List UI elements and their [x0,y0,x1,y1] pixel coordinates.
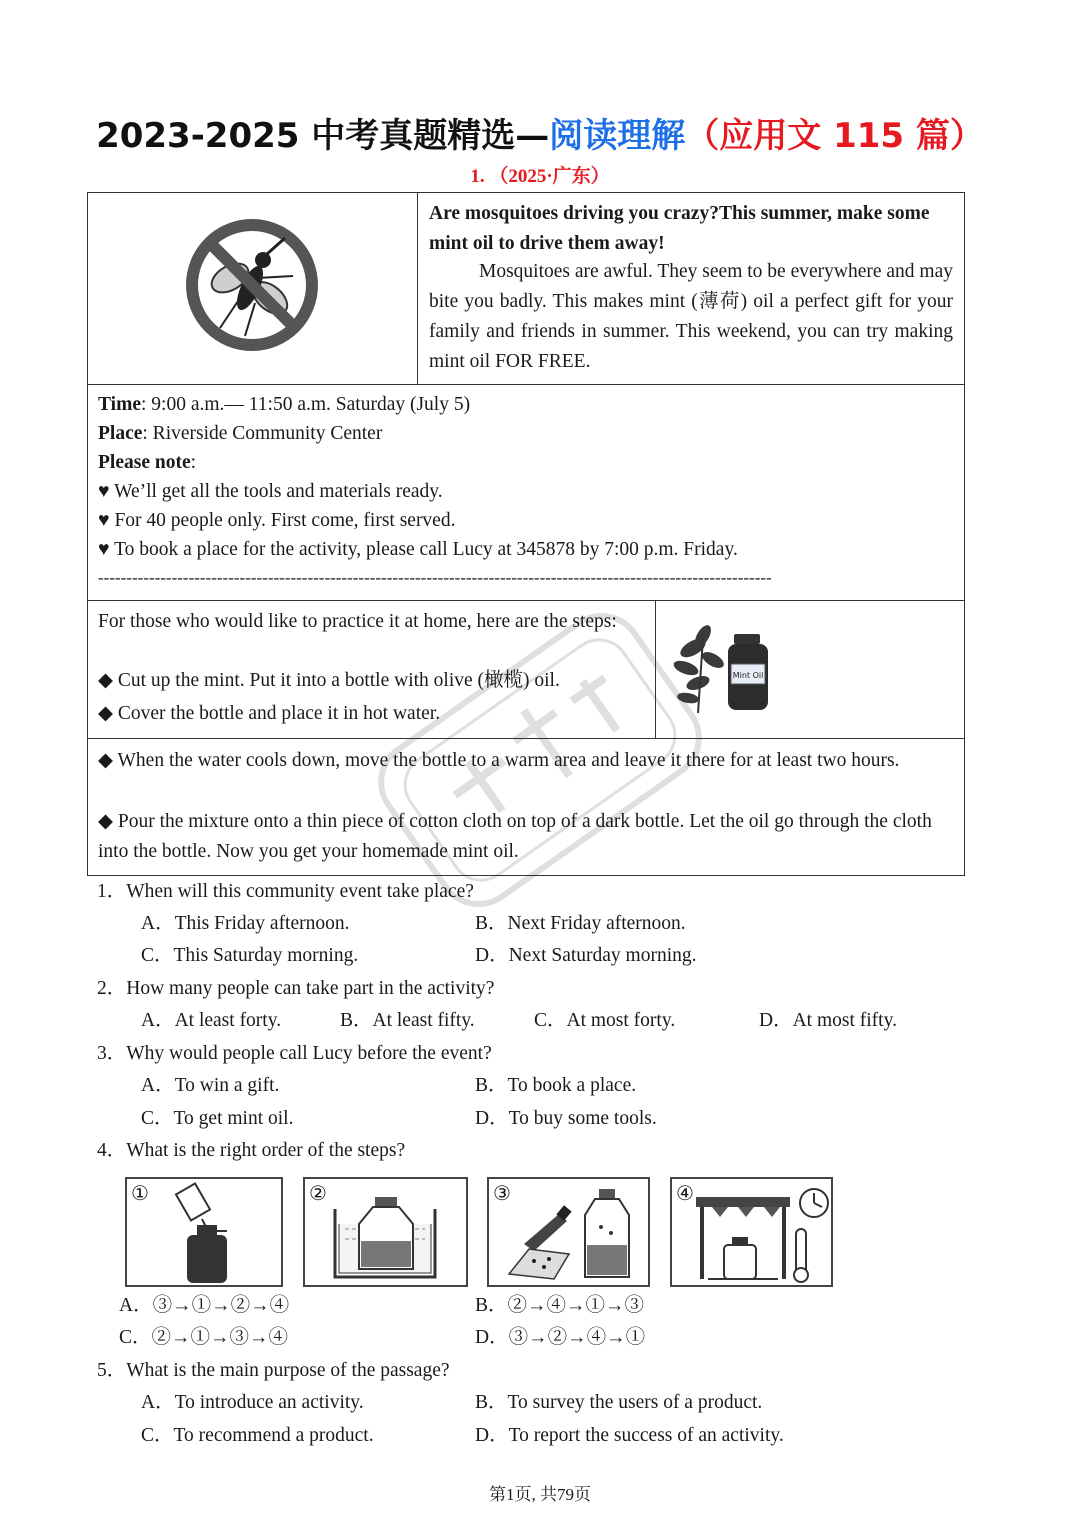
step-item: ◆ Cover the bottle and place it in hot water. [98,703,441,724]
answer-option[interactable]: D．③→②→④→① [475,1327,646,1348]
answer-option[interactable]: C．②→①→③→④ [119,1327,289,1348]
steps-intro: For those who would like to practice it at home, here are the steps: [98,611,617,632]
step-picture-3 [487,1177,650,1287]
step-picture-4 [670,1177,833,1287]
question-stem: 2．How many people can take part in the activity? [97,978,495,999]
answer-option[interactable]: D．At most fifty. [759,1010,897,1031]
time-line [98,390,958,420]
question-stem: 3．Why would people call Lucy before the event? [97,1043,492,1064]
question-stem: 4．What is the right order of the steps? [97,1140,406,1161]
answer-option[interactable]: C．To get mint oil. [141,1108,294,1129]
note-item: ♥ For 40 people only. First come, first served. [98,510,456,531]
answer-option[interactable]: B．To book a place. [475,1075,637,1096]
bottle-label: Mint Oil [732,671,764,680]
bottle-warm-area-icon [672,1179,831,1285]
picture-number: ② [309,1183,327,1205]
answer-option[interactable]: B．At least fifty. [340,1010,475,1031]
step-item: ◆ Cut up the mint. Put it into a bottle with olive (橄榄) oil. [98,670,560,691]
answer-option[interactable]: C．To recommend a product. [141,1425,374,1446]
title-part-reading: 阅读理解 [549,116,686,156]
question-stem: 1．When will this community event take place? [97,881,474,902]
answer-option[interactable]: A．To win a gift. [141,1075,280,1096]
ad-intro-paragraph: Mosquitoes are awful. They seem to be everywhere and may bite you badly. This makes mint (薄荷) oil a perfect gift for your family and friends in summer. This weekend, you can try making mint oil FOR FREE. [429,261,953,372]
note-label: Please note [98,452,191,473]
mint-oil-bottle-icon [668,618,783,718]
picture-number: ④ [676,1183,694,1205]
answer-option[interactable]: D．To report the success of an activity. [475,1425,784,1446]
place-value: : Riverside Community Center [142,423,383,444]
note-item: ♥ We’ll get all the tools and materials ready. [98,481,443,502]
picture-number: ① [131,1183,149,1205]
note-item: ♥ To book a place for the activity, please call Lucy at 345878 by 7:00 p.m. Friday. [98,539,738,560]
answer-option[interactable]: A．③→①→②→④ [119,1295,290,1316]
answer-option[interactable]: C．This Saturday morning. [141,945,359,966]
note-line [98,448,958,478]
note-colon: : [190,452,197,473]
pouring-bottle-icon [127,1179,281,1285]
answer-option[interactable]: D．Next Saturday morning. [475,945,697,966]
step-picture-2 [303,1177,468,1287]
answer-option[interactable]: B．To survey the users of a product. [475,1392,763,1413]
page-number: 第1页, 共79页 [489,1485,591,1504]
place-line [98,419,958,449]
answer-option[interactable]: A．This Friday afternoon. [141,913,350,934]
question-source: 1. （2025·广东） [470,166,610,187]
step-item: ◆ When the water cools down, move the bottle to a warm area and leave it there for at least two hours. [98,750,900,771]
ad-headline: Are mosquitoes driving you crazy?This summer, make some mint oil to drive them away! [429,203,930,254]
no-mosquito-icon [185,218,319,352]
answer-option[interactable]: B．②→④→①→③ [475,1295,645,1316]
dashed-separator: ----------------------------------------------------------------------------------------------------------------------- [98,568,772,587]
page-title [0,108,1080,157]
time-value: : 9:00 a.m.— 11:50 a.m. Saturday (July 5) [140,394,471,415]
answer-option[interactable]: A．At least forty. [141,1010,282,1031]
answer-option[interactable]: C．At most forty. [534,1010,676,1031]
picture-number: ③ [493,1183,511,1205]
time-label: Time [98,394,141,415]
cutting-mint-icon [489,1179,648,1285]
step-picture-1 [125,1177,283,1287]
step-item: ◆ Pour the mixture onto a thin piece of cotton cloth on top of a dark bottle. Let the oil go through the cloth into the bottle. Now you get your homemade mint oil. [98,811,932,862]
ad-steps-divider [655,600,656,739]
question-stem: 5．What is the main purpose of the passage? [97,1360,450,1381]
answer-option[interactable]: A．To introduce an activity. [141,1392,364,1413]
title-part-years: 2023-2025 中考真题精选— [96,116,550,156]
bottle-in-water-icon [305,1179,466,1285]
ad-header-divider [417,192,418,385]
title-part-count: （应用文 115 篇） [685,116,984,156]
place-label: Place [98,423,143,444]
answer-option[interactable]: B．Next Friday afternoon. [475,913,686,934]
answer-option[interactable]: D．To buy some tools. [475,1108,657,1129]
